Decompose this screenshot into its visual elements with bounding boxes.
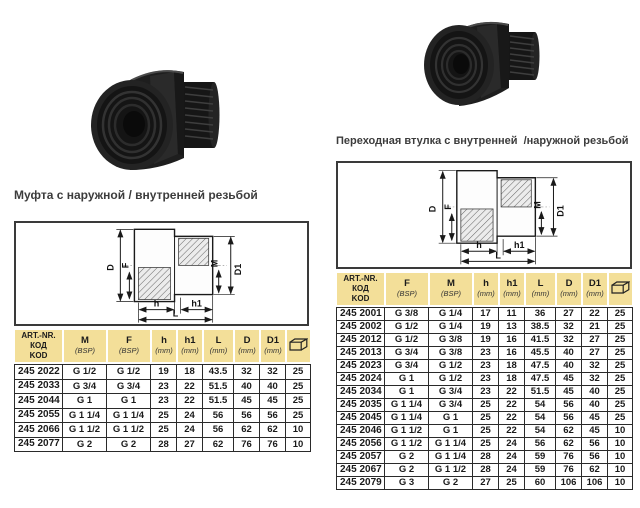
value-cell: G 1 1/4 — [385, 412, 429, 425]
coupling-photo-image — [86, 38, 234, 170]
value-cell: G 1/2 — [107, 364, 151, 380]
product-photo-coupling — [86, 38, 234, 172]
table-row — [336, 399, 633, 412]
dim-label-h1: h1 — [513, 240, 525, 251]
value-cell: 41.5 — [525, 334, 556, 347]
column-header-l: L (mm) — [203, 329, 234, 364]
value-cell: 51.5 — [525, 386, 556, 399]
value-cell: G 1 1/4 — [429, 451, 473, 464]
art-number-cell: 245 2067 — [336, 464, 385, 477]
value-cell: 56 — [203, 409, 234, 424]
value-cell: 56 — [582, 451, 608, 464]
art-number-cell: 245 2066 — [14, 423, 63, 438]
dim-label-h: h — [476, 240, 482, 251]
value-cell: 76 — [556, 464, 582, 477]
art-number-cell: 245 2045 — [336, 412, 385, 425]
value-cell: 45.5 — [525, 347, 556, 360]
value-cell: G 2 — [385, 464, 429, 477]
dim-label-F: F — [120, 262, 131, 269]
value-cell: 56 — [556, 399, 582, 412]
table-header-row — [14, 329, 311, 364]
value-cell: 25 — [151, 409, 177, 424]
column-header-d1: D1 (mm) — [260, 329, 286, 364]
table-row — [336, 307, 633, 321]
value-cell: 16 — [499, 347, 525, 360]
value-cell: G 1 1/4 — [63, 409, 107, 424]
value-cell: G 2 — [429, 477, 473, 490]
value-cell: 32 — [556, 334, 582, 347]
value-cell: 27 — [556, 307, 582, 321]
value-cell: G 1 — [107, 394, 151, 409]
dim-label-h1: h1 — [191, 298, 202, 309]
value-cell: G 1 — [429, 412, 473, 425]
dim-label-L: L — [172, 308, 179, 319]
value-cell: G 2 — [63, 438, 107, 453]
table-row — [336, 425, 633, 438]
value-cell: 27 — [177, 438, 203, 453]
value-cell: 28 — [473, 451, 499, 464]
value-cell: G 1/2 — [63, 364, 107, 380]
value-cell: 25 — [608, 373, 633, 386]
art-number-cell: 245 2012 — [336, 334, 385, 347]
package-box-icon — [289, 338, 308, 351]
value-cell: 10 — [608, 477, 633, 490]
value-cell: G 1 1/4 — [385, 399, 429, 412]
value-cell: 24 — [499, 464, 525, 477]
value-cell: 51.5 — [203, 380, 234, 395]
value-cell: 18 — [499, 373, 525, 386]
value-cell: 56 — [582, 438, 608, 451]
value-cell: G 1 1/2 — [63, 423, 107, 438]
value-cell: G 3 — [385, 477, 429, 490]
value-cell: 25 — [608, 307, 633, 321]
value-cell: 40 — [556, 347, 582, 360]
value-cell: 32 — [582, 360, 608, 373]
table-row — [14, 438, 311, 453]
value-cell: G 1/4 — [429, 307, 473, 321]
art-number-cell: 245 2079 — [336, 477, 385, 490]
value-cell: 24 — [177, 409, 203, 424]
value-cell: G 3/4 — [385, 347, 429, 360]
column-header-package — [608, 272, 633, 307]
value-cell: G 2 — [107, 438, 151, 453]
value-cell: 25 — [608, 412, 633, 425]
value-cell: 27 — [473, 477, 499, 490]
value-cell: 54 — [525, 399, 556, 412]
value-cell: G 1 — [385, 386, 429, 399]
value-cell: G 1 1/2 — [385, 425, 429, 438]
value-cell: 25 — [286, 409, 311, 424]
table-row — [336, 464, 633, 477]
value-cell: 22 — [499, 386, 525, 399]
value-cell: 23 — [473, 373, 499, 386]
column-header-artnr: ART.-NR. КОД KOD — [336, 272, 385, 307]
value-cell: 27 — [582, 334, 608, 347]
value-cell: 10 — [608, 451, 633, 464]
column-header-h1: h1 (mm) — [177, 329, 203, 364]
table-row — [14, 364, 311, 380]
value-cell: G 1 1/2 — [107, 423, 151, 438]
value-cell: 25 — [608, 347, 633, 360]
value-cell: 25 — [473, 438, 499, 451]
value-cell: 25 — [608, 399, 633, 412]
table-row — [336, 347, 633, 360]
table-row — [336, 477, 633, 490]
column-header-package — [286, 329, 311, 364]
value-cell: G 1 1/2 — [385, 438, 429, 451]
art-number-cell: 245 2002 — [336, 321, 385, 334]
value-cell: 25 — [473, 399, 499, 412]
value-cell: 19 — [151, 364, 177, 380]
dim-label-D: D — [427, 205, 438, 213]
value-cell: 47.5 — [525, 360, 556, 373]
art-number-cell: 245 2034 — [336, 386, 385, 399]
dim-label-M: M — [209, 259, 220, 268]
column-header-f: F (BSP) — [385, 272, 429, 307]
value-cell: 24 — [499, 438, 525, 451]
art-number-cell: 245 2056 — [336, 438, 385, 451]
dim-label-D1: D1 — [232, 263, 243, 276]
art-number-cell: 245 2023 — [336, 360, 385, 373]
value-cell: G 3/4 — [107, 380, 151, 395]
value-cell: 18 — [177, 364, 203, 380]
column-header-d: D (mm) — [234, 329, 260, 364]
column-header-m: M (BSP) — [429, 272, 473, 307]
column-header-d: D (mm) — [556, 272, 582, 307]
spec-table-coupling — [14, 329, 311, 452]
art-number-cell: 245 2033 — [14, 380, 63, 395]
art-number-cell: 245 2013 — [336, 347, 385, 360]
dim-label-M: M — [532, 201, 543, 209]
table-row — [336, 438, 633, 451]
value-cell: 45 — [582, 425, 608, 438]
value-cell: 62 — [260, 423, 286, 438]
table-row — [336, 412, 633, 425]
value-cell: 22 — [499, 412, 525, 425]
value-cell: G 3/4 — [429, 386, 473, 399]
value-cell: G 1 1/4 — [107, 409, 151, 424]
column-header-artnr: ART.-NR. КОД KOD — [14, 329, 63, 364]
value-cell: 40 — [556, 360, 582, 373]
value-cell: 21 — [582, 321, 608, 334]
value-cell: 23 — [151, 394, 177, 409]
art-number-cell: 245 2035 — [336, 399, 385, 412]
value-cell: 45 — [260, 394, 286, 409]
value-cell: 40 — [234, 380, 260, 395]
value-cell: G 1 — [63, 394, 107, 409]
value-cell: 60 — [525, 477, 556, 490]
section-title-coupling: Муфта с наружной / внутренней резьбой — [14, 188, 258, 202]
value-cell: 25 — [608, 334, 633, 347]
value-cell: G 3/8 — [385, 307, 429, 321]
column-header-d1: D1 (mm) — [582, 272, 608, 307]
table-header-row — [336, 272, 633, 307]
value-cell: 76 — [260, 438, 286, 453]
package-box-icon — [611, 281, 630, 294]
value-cell: 45 — [234, 394, 260, 409]
value-cell: 23 — [151, 380, 177, 395]
value-cell: 47.5 — [525, 373, 556, 386]
art-number-cell: 245 2057 — [336, 451, 385, 464]
value-cell: 24 — [177, 423, 203, 438]
value-cell: 106 — [556, 477, 582, 490]
value-cell: 56 — [203, 423, 234, 438]
value-cell: 32 — [582, 373, 608, 386]
value-cell: G 3/4 — [429, 399, 473, 412]
value-cell: 22 — [499, 425, 525, 438]
value-cell: G 1 1/4 — [429, 438, 473, 451]
value-cell: 43.5 — [203, 364, 234, 380]
table-row — [336, 373, 633, 386]
value-cell: G 2 — [385, 451, 429, 464]
value-cell: 28 — [151, 438, 177, 453]
value-cell: 32 — [260, 364, 286, 380]
value-cell: 25 — [473, 425, 499, 438]
value-cell: 25 — [151, 423, 177, 438]
value-cell: 25 — [473, 412, 499, 425]
value-cell: 25 — [608, 386, 633, 399]
value-cell: 40 — [260, 380, 286, 395]
value-cell: 23 — [473, 386, 499, 399]
value-cell: 10 — [608, 464, 633, 477]
value-cell: 62 — [556, 438, 582, 451]
value-cell: 19 — [473, 334, 499, 347]
dim-label-L: L — [495, 250, 501, 261]
value-cell: 25 — [499, 477, 525, 490]
value-cell: 23 — [473, 347, 499, 360]
value-cell: 25 — [608, 321, 633, 334]
dim-label-D1: D1 — [555, 205, 566, 217]
value-cell: 25 — [286, 364, 311, 380]
value-cell: 76 — [556, 451, 582, 464]
technical-drawing-bush — [336, 161, 632, 269]
value-cell: 45 — [556, 386, 582, 399]
value-cell: 23 — [473, 360, 499, 373]
bush-photo-image — [421, 2, 549, 120]
value-cell: 27 — [582, 347, 608, 360]
art-number-cell: 245 2001 — [336, 307, 385, 321]
value-cell: 62 — [582, 464, 608, 477]
column-header-h: h (mm) — [151, 329, 177, 364]
value-cell: 45 — [556, 373, 582, 386]
column-header-l: L (mm) — [525, 272, 556, 307]
value-cell: 28 — [473, 464, 499, 477]
value-cell: 32 — [234, 364, 260, 380]
art-number-cell: 245 2046 — [336, 425, 385, 438]
value-cell: 16 — [499, 334, 525, 347]
art-number-cell: 245 2022 — [14, 364, 63, 380]
table-row — [336, 321, 633, 334]
table-row — [14, 380, 311, 395]
value-cell: G 1/2 — [385, 334, 429, 347]
value-cell: 106 — [582, 477, 608, 490]
value-cell: 62 — [203, 438, 234, 453]
dim-label-h: h — [153, 298, 160, 309]
value-cell: G 1 1/2 — [429, 464, 473, 477]
table-row — [336, 360, 633, 373]
value-cell: G 1 — [385, 373, 429, 386]
value-cell: 56 — [260, 409, 286, 424]
value-cell: 38.5 — [525, 321, 556, 334]
value-cell: 17 — [473, 307, 499, 321]
value-cell: G 3/8 — [429, 347, 473, 360]
column-header-f: F (BSP) — [107, 329, 151, 364]
value-cell: G 1/2 — [429, 360, 473, 373]
table-row — [14, 409, 311, 424]
value-cell: 59 — [525, 464, 556, 477]
value-cell: 24 — [499, 451, 525, 464]
value-cell: 54 — [525, 412, 556, 425]
value-cell: 59 — [525, 451, 556, 464]
value-cell: 10 — [286, 438, 311, 453]
technical-drawing-coupling — [14, 221, 309, 326]
value-cell: 76 — [234, 438, 260, 453]
value-cell: 10 — [608, 438, 633, 451]
product-photo-bush — [421, 2, 549, 120]
value-cell: 25 — [286, 394, 311, 409]
value-cell: 22 — [177, 380, 203, 395]
value-cell: 25 — [286, 380, 311, 395]
value-cell: 56 — [525, 438, 556, 451]
value-cell: G 1 — [429, 425, 473, 438]
value-cell: 56 — [234, 409, 260, 424]
art-number-cell: 245 2077 — [14, 438, 63, 453]
table-row — [336, 334, 633, 347]
table-row — [14, 394, 311, 409]
value-cell: 45 — [582, 412, 608, 425]
section-title-bush: Переходная втулка с внутренней /наружной резьбой — [336, 135, 629, 147]
value-cell: G 3/4 — [385, 360, 429, 373]
value-cell: 51.5 — [203, 394, 234, 409]
value-cell: 13 — [499, 321, 525, 334]
art-number-cell: 245 2044 — [14, 394, 63, 409]
value-cell: 19 — [473, 321, 499, 334]
value-cell: G 3/4 — [63, 380, 107, 395]
value-cell: 54 — [525, 425, 556, 438]
value-cell: 22 — [177, 394, 203, 409]
spec-table-bush — [336, 272, 633, 490]
column-header-h: h (mm) — [473, 272, 499, 307]
value-cell: 62 — [556, 425, 582, 438]
value-cell: 36 — [525, 307, 556, 321]
value-cell: 40 — [582, 386, 608, 399]
value-cell: 62 — [234, 423, 260, 438]
column-header-h1: h1 (mm) — [499, 272, 525, 307]
value-cell: G 1/4 — [429, 321, 473, 334]
dim-label-F: F — [442, 204, 453, 210]
value-cell: 18 — [499, 360, 525, 373]
table-row — [336, 386, 633, 399]
value-cell: G 1/2 — [385, 321, 429, 334]
table-row — [14, 423, 311, 438]
value-cell: 10 — [608, 425, 633, 438]
value-cell: G 3/8 — [429, 334, 473, 347]
value-cell: 40 — [582, 399, 608, 412]
value-cell: 32 — [556, 321, 582, 334]
value-cell: 25 — [608, 360, 633, 373]
value-cell: 22 — [582, 307, 608, 321]
value-cell: 56 — [556, 412, 582, 425]
column-header-m: M (BSP) — [63, 329, 107, 364]
dim-label-D: D — [105, 264, 116, 271]
value-cell: G 1/2 — [429, 373, 473, 386]
value-cell: 22 — [499, 399, 525, 412]
table-row — [336, 451, 633, 464]
art-number-cell: 245 2055 — [14, 409, 63, 424]
value-cell: 10 — [286, 423, 311, 438]
value-cell: 11 — [499, 307, 525, 321]
art-number-cell: 245 2024 — [336, 373, 385, 386]
